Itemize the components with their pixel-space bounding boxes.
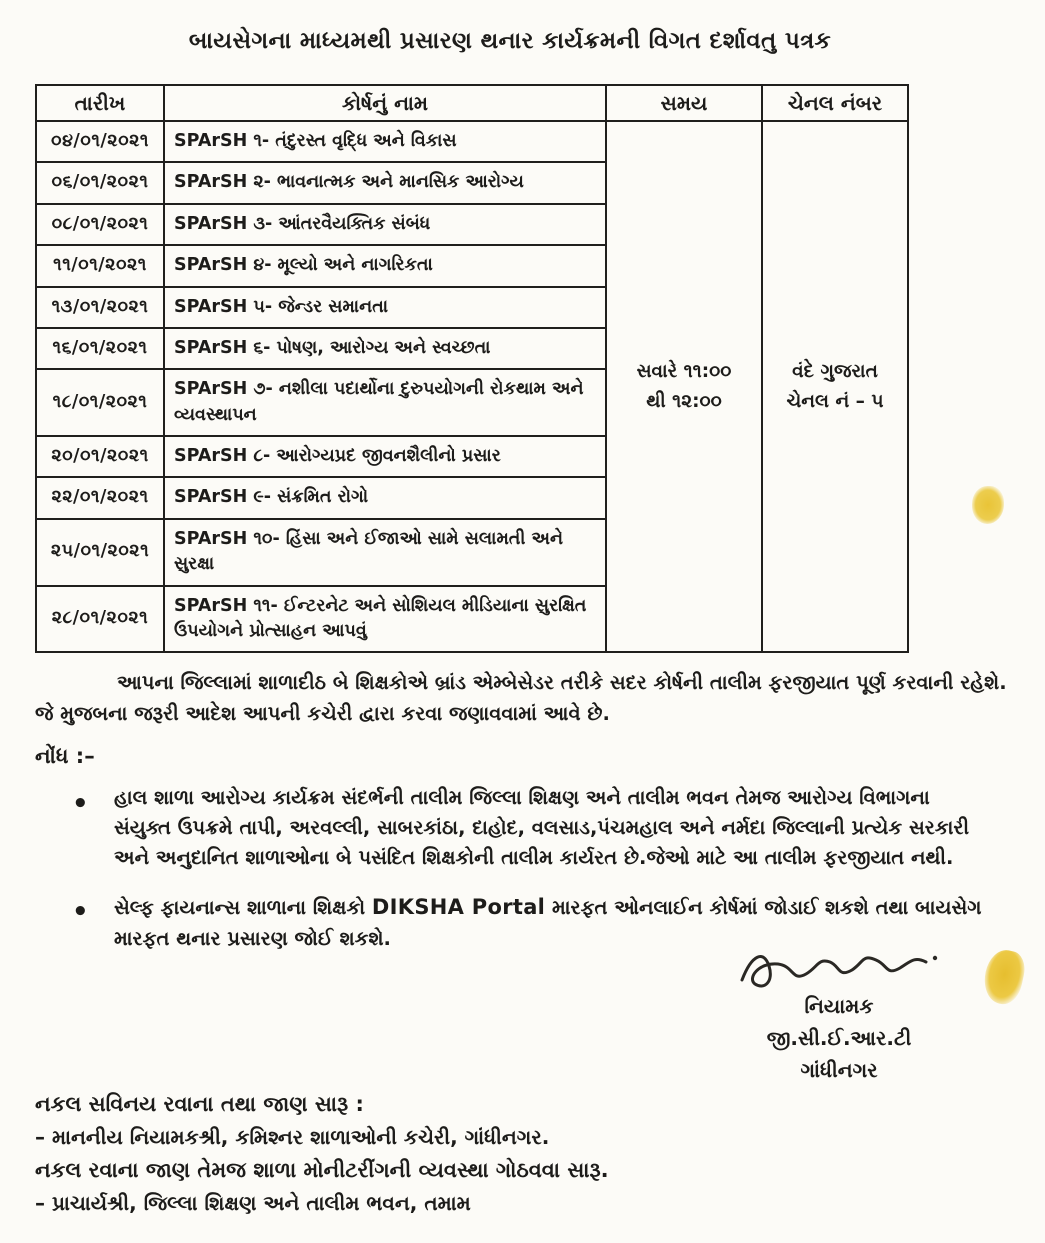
diksha-portal-text: DIKSHA Portal	[371, 895, 546, 920]
date-cell: ૦૪/૦૧/૨૦૨૧	[36, 121, 164, 162]
course-code: SPArSH ૧૧-	[174, 595, 284, 616]
date-cell: ૦૬/૦૧/૨૦૨૧	[36, 162, 164, 203]
course-cell	[164, 436, 606, 477]
copy-line-3: નકલ રવાના જાણ તેમજ શાળા મોનીટરીંગની વ્યવસ્થા ગોઠવવા સારૂ.	[35, 1158, 609, 1182]
course-cell	[164, 204, 606, 245]
copy-line-2: – માનનીય નિયામકશ્રી, કમિશ્નર શાળાઓની કચેરી, ગાંધીનગર.	[35, 1125, 550, 1149]
course-cell	[164, 245, 606, 286]
course-name: તંદુરસ્ત વૃદ્ધિ અને વિકાસ	[275, 131, 457, 151]
course-name: હિંસા અને ઈજાઓ સામે સલામતી અને સુરક્ષા	[174, 528, 564, 575]
course-code: SPArSH ૮-	[174, 446, 277, 466]
time-cell: સવારે ૧૧:૦૦ થી ૧૨:૦૦	[606, 121, 762, 652]
note-list	[35, 783, 985, 954]
course-name: મૂલ્યો અને નાગરિકતા	[277, 255, 433, 276]
date-cell: ૧૩/૦૧/૨૦૨૧	[36, 287, 164, 328]
course-name: સંક્રમિત રોગો	[277, 487, 369, 508]
document-title: બાયસેગના માધ્યમથી પ્રસારણ થનાર કાર્યક્રમની વિગત દર્શાવતુ પત્રક	[188, 28, 832, 54]
paper-stain	[980, 947, 1028, 1008]
course-name: ઈન્ટરનેટ અને સોશિયલ મીડિયાના સુરક્ષિત ઉપયોગને પ્રોત્સાહન આપવું	[174, 595, 587, 641]
table-header-row	[36, 85, 908, 121]
course-code: SPArSH ૫-	[174, 296, 279, 317]
paper-stain	[972, 486, 1004, 524]
course-cell	[164, 328, 606, 369]
copy-line-1: નકલ સવિનય રવાના તથા જાણ સારૂ :	[35, 1092, 364, 1116]
note-text-2-pre: સેલ્ફ ફાયનાન્સ શાળાના શિક્ષકો	[114, 896, 372, 920]
date-cell: ૦૮/૦૧/૨૦૨૧	[36, 204, 164, 245]
course-cell	[164, 162, 606, 203]
date-cell: ૨૫/૦૧/૨૦૨૧	[36, 519, 164, 586]
signature-block	[729, 938, 949, 1086]
schedule-table	[35, 84, 909, 653]
distribution-list	[35, 1088, 609, 1220]
course-name: આંતરવૈયક્તિક સંબંધ	[278, 213, 431, 234]
note-text-2-post: મારફત ઓનલાઈન કોર્ષમાં જોડાઈ શકશે તથા બાયસેગ મારફત થનાર પ્રસારણ જોઈ શકશે.	[114, 896, 982, 950]
date-cell: ૨૨/૦૧/૨૦૨૧	[36, 477, 164, 518]
date-cell: ૨૮/૦૧/૨૦૨૧	[36, 586, 164, 653]
header-course: કોર્ષનું નામ	[164, 85, 606, 121]
course-code: SPArSH ૬-	[174, 337, 277, 358]
note-text-1: હાલ શાળા આરોગ્ય કાર્યક્રમ સંદર્ભની તાલીમ જિલ્લા શિક્ષણ અને તાલીમ ભવન તેમજ આરોગ્ય વિભાગના સંયુક્ત ઉપક્રમે તાપી, અરવલ્લી, સાબરકાંઠા, દાહોદ, વલસાડ,પંચમહાલ અને નર્મદા જિલ્લાની પ્રત્યેક સરકારી અને અનુદાનિત શાળાઓના બે પસંદિત શિક્ષકોની તાલીમ કાર્યરત છે.જેઓ માટે આ તાલીમ ફરજીયાત નથી.	[114, 785, 970, 870]
course-cell	[164, 519, 606, 586]
course-cell	[164, 586, 606, 653]
header-time: સમય	[606, 85, 762, 121]
instruction-paragraph: આપના જિલ્લામાં શાળાદીઠ બે શિક્ષકોએ બ્રાંડ એમ્બેસેડર તરીકે સદર કોર્ષની તાલીમ ફરજીયાત પૂર્ણ કરવાની રહેશે. જે મુજબના જરૂરી આદેશ આપની કચેરી દ્વારા કરવા જણાવવામાં આવે છે.	[35, 671, 1007, 726]
course-name: ભાવનાત્મક અને માનસિક આરોગ્ય	[276, 172, 524, 193]
course-code: SPArSH ૧-	[174, 131, 276, 151]
date-cell: ૧૮/૦૧/૨૦૨૧	[36, 369, 164, 436]
course-name: જેન્ડર સમાનતા	[278, 296, 389, 317]
course-cell	[164, 477, 606, 518]
date-cell: ૧૬/૦૧/૨૦૨૧	[36, 328, 164, 369]
course-cell	[164, 121, 606, 162]
schedule-table-body	[36, 121, 908, 652]
header-date: તારીખ	[36, 85, 164, 121]
copy-line-4: – પ્રાચાર્યશ્રી, જિલ્લા શિક્ષણ અને તાલીમ ભવન, તમામ	[35, 1191, 471, 1215]
course-name: નશીલા પદાર્થોના દુરુપયોગની રોકથામ અને વ્યવસ્થાપન	[174, 379, 584, 425]
date-cell: ૨૦/૦૧/૨૦૨૧	[36, 436, 164, 477]
signatory-designation: નિયામક	[804, 994, 874, 1018]
header-channel: ચેનલ નંબર	[762, 85, 908, 121]
note-heading: નોંધ :–	[35, 743, 95, 768]
date-cell: ૧૧/૦૧/૨૦૨૧	[36, 245, 164, 286]
course-code: SPArSH ૪-	[174, 255, 278, 276]
signatory-location: ગાંધીનગર	[800, 1058, 878, 1082]
course-cell	[164, 369, 606, 436]
signature-icon	[734, 938, 944, 996]
note-item	[70, 783, 985, 874]
course-name: આરોગ્યપ્રદ જીવનશૈલીનો પ્રસાર	[276, 446, 501, 466]
signatory-organization: જી.સી.ઈ.આર.ટી	[766, 1026, 912, 1050]
course-code: SPArSH ૩-	[174, 213, 279, 234]
channel-cell: વંદે ગુજરાત ચેનલ નં – ૫	[762, 121, 908, 652]
course-name: પોષણ, આરોગ્ય અને સ્વચ્છતા	[276, 337, 491, 358]
course-cell	[164, 287, 606, 328]
course-code: SPArSH ૯-	[174, 487, 278, 508]
course-code: SPArSH ૭-	[174, 379, 279, 400]
table-row	[36, 121, 908, 162]
course-code: SPArSH ૨-	[174, 172, 277, 193]
course-code: SPArSH ૧૦-	[174, 528, 286, 549]
